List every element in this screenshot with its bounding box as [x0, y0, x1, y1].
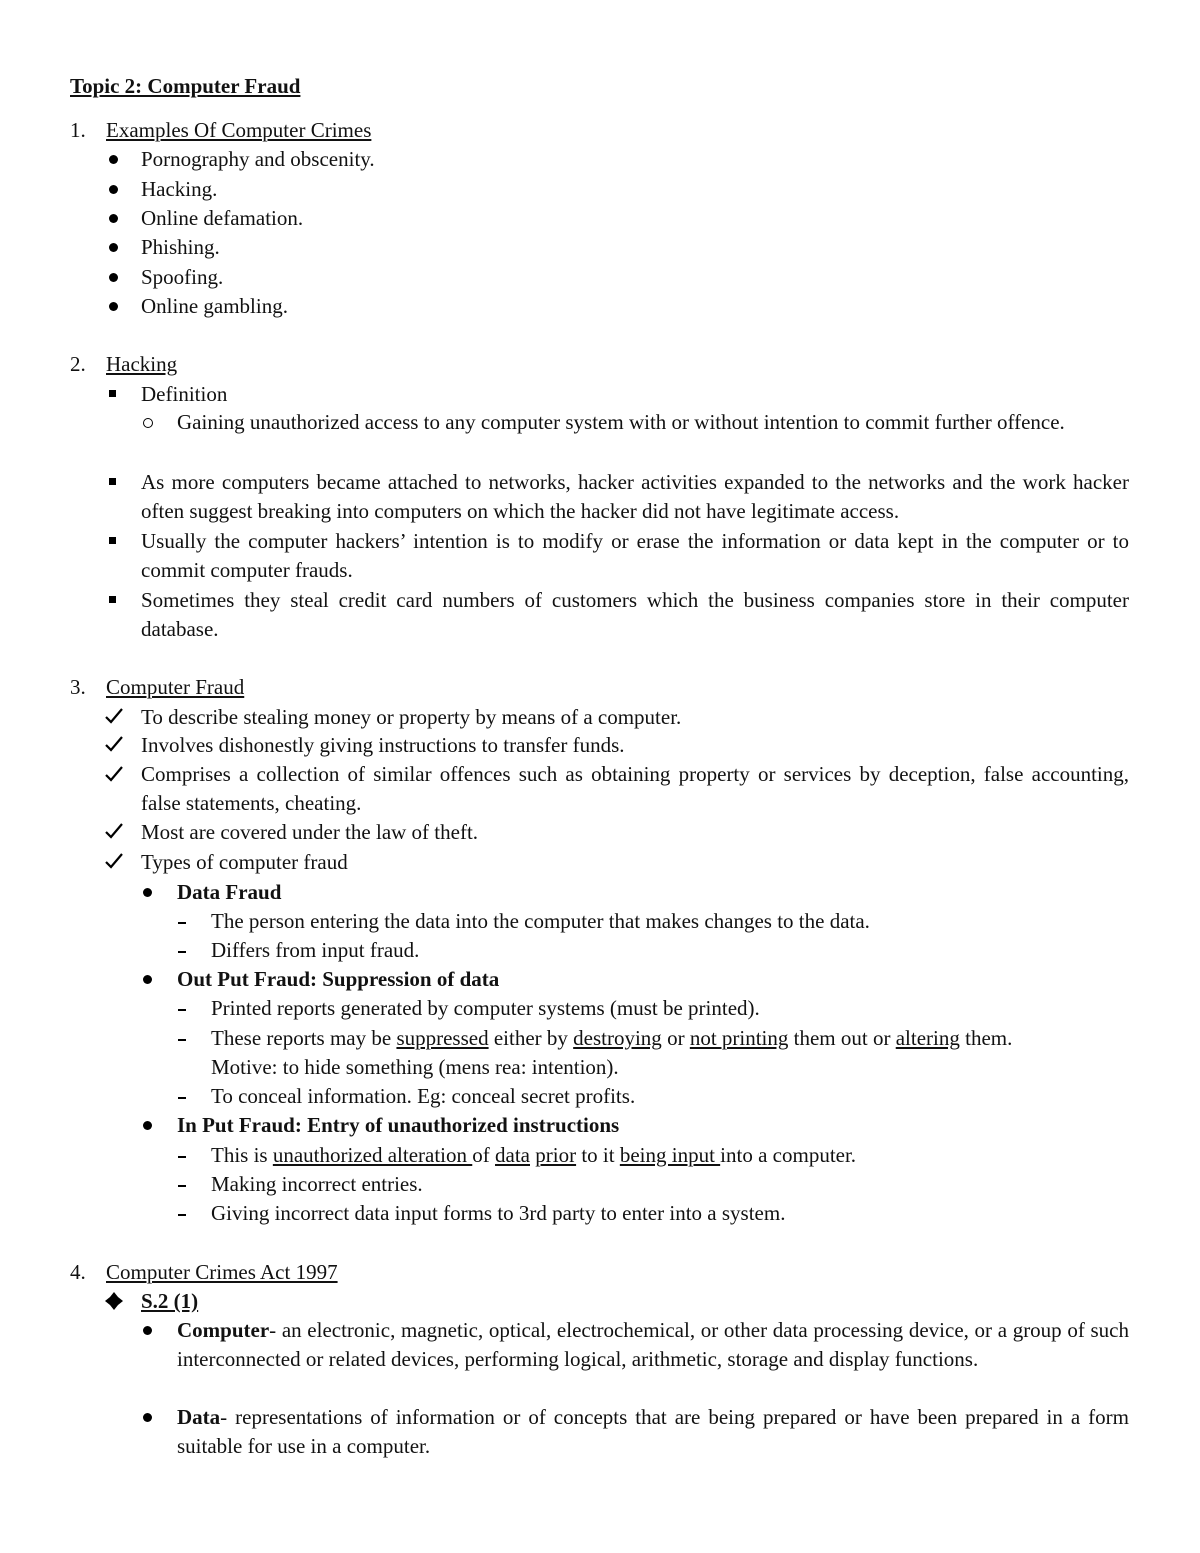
square-bullet — [109, 390, 116, 397]
list-item: Sometimes they steal credit card numbers of customers which the business companies store in their computer database. — [141, 588, 1129, 641]
list-item: Spoofing. — [141, 265, 224, 289]
section-2-heading: Hacking — [106, 352, 178, 376]
dash-bullet — [178, 1156, 186, 1158]
dash-bullet — [178, 1185, 186, 1187]
bullet-dot — [109, 185, 118, 194]
bullet-dot — [143, 1121, 152, 1130]
dash-bullet — [178, 922, 186, 924]
definition-text: Gaining unauthorized access to any computer system with or without intention to commit further offence. — [177, 410, 1065, 434]
diamond-bullet-icon — [104, 1291, 124, 1311]
definition-item: Computer- an electronic, magnetic, optical, electrochemical, or other data processing device, or a group of such interconnected or related devices, performing logical, arithmetic, storage and display functions. — [177, 1318, 1129, 1371]
bullet-dot — [109, 155, 118, 164]
list-item-continued: Motive: to hide something (mens rea: intention). — [211, 1055, 619, 1079]
fraud-type-heading: In Put Fraud: Entry of unauthorized instructions — [177, 1113, 620, 1137]
section-2-number: 2. — [70, 352, 86, 376]
list-item: To conceal information. Eg: conceal secret profits. — [211, 1084, 636, 1108]
section-1-number: 1. — [70, 118, 86, 142]
list-item: Involves dishonestly giving instructions to transfer funds. — [141, 733, 625, 757]
list-item: Usually the computer hackers’ intention is to modify or erase the information or data kept in the computer or to commit computer frauds. — [141, 529, 1129, 582]
list-item: Making incorrect entries. — [211, 1172, 423, 1196]
bullet-dot — [109, 273, 118, 282]
list-item: Differs from input fraud. — [211, 938, 420, 962]
fraud-type-heading: Data Fraud — [177, 880, 282, 904]
square-bullet — [109, 596, 116, 603]
list-item: Phishing. — [141, 235, 220, 259]
checkmark-icon — [105, 736, 123, 752]
list-item: Pornography and obscenity. — [141, 147, 375, 171]
bullet-dot — [143, 975, 152, 984]
checkmark-icon — [105, 766, 123, 782]
list-item: Comprises a collection of similar offences such as obtaining property or services by deception, false accounting, false statements, cheating. — [141, 762, 1129, 815]
list-item: Hacking. — [141, 177, 218, 201]
bullet-dot — [143, 1326, 152, 1335]
subsection-heading: S.2 (1) — [141, 1289, 199, 1313]
dash-bullet — [178, 951, 186, 953]
definition-item: Data- representations of information or of concepts that are being prepared or have been prepared in a form suitable for use in a computer. — [177, 1405, 1129, 1458]
square-bullet — [109, 537, 116, 544]
page-title: Topic 2: Computer Fraud — [70, 74, 301, 98]
list-item: Online gambling. — [141, 294, 288, 318]
list-item: As more computers became attached to networks, hacker activities expanded to the networks and the work hacker often suggest breaking into computers on which the hacker did not have legitimate access. — [141, 470, 1129, 523]
list-item: Types of computer fraud — [141, 850, 348, 874]
bullet-dot — [109, 243, 118, 252]
list-item: Printed reports generated by computer systems (must be printed). — [211, 996, 760, 1020]
checkmark-icon — [105, 823, 123, 839]
dash-bullet — [178, 1214, 186, 1216]
list-item: These reports may be suppressed either by destroying or not printing them out or altering them. — [211, 1026, 1013, 1050]
section-3-number: 3. — [70, 675, 86, 699]
bullet-dot — [143, 888, 152, 897]
dash-bullet — [178, 1039, 186, 1041]
list-item: Giving incorrect data input forms to 3rd party to enter into a system. — [211, 1201, 786, 1225]
section-1-heading: Examples Of Computer Crimes — [106, 118, 372, 142]
bullet-dot — [109, 302, 118, 311]
fraud-type-heading: Out Put Fraud: Suppression of data — [177, 967, 500, 991]
checkmark-icon — [105, 853, 123, 869]
section-3-heading: Computer Fraud — [106, 675, 245, 699]
list-item: Online defamation. — [141, 206, 304, 230]
list-item: The person entering the data into the computer that makes changes to the data. — [211, 909, 870, 933]
definition-label: Definition — [141, 382, 228, 406]
section-4-heading: Computer Crimes Act 1997 — [106, 1260, 338, 1284]
square-bullet — [109, 478, 116, 485]
section-4-number: 4. — [70, 1260, 86, 1284]
list-item: This is unauthorized alteration of data prior to it being input into a computer. — [211, 1143, 857, 1167]
bullet-dot — [143, 1413, 152, 1422]
checkmark-icon — [105, 708, 123, 724]
circle-bullet — [143, 418, 153, 428]
dash-bullet — [178, 1097, 186, 1099]
list-item: Most are covered under the law of theft. — [141, 820, 479, 844]
bullet-dot — [109, 214, 118, 223]
dash-bullet — [178, 1009, 186, 1011]
list-item: To describe stealing money or property by means of a computer. — [141, 705, 682, 729]
